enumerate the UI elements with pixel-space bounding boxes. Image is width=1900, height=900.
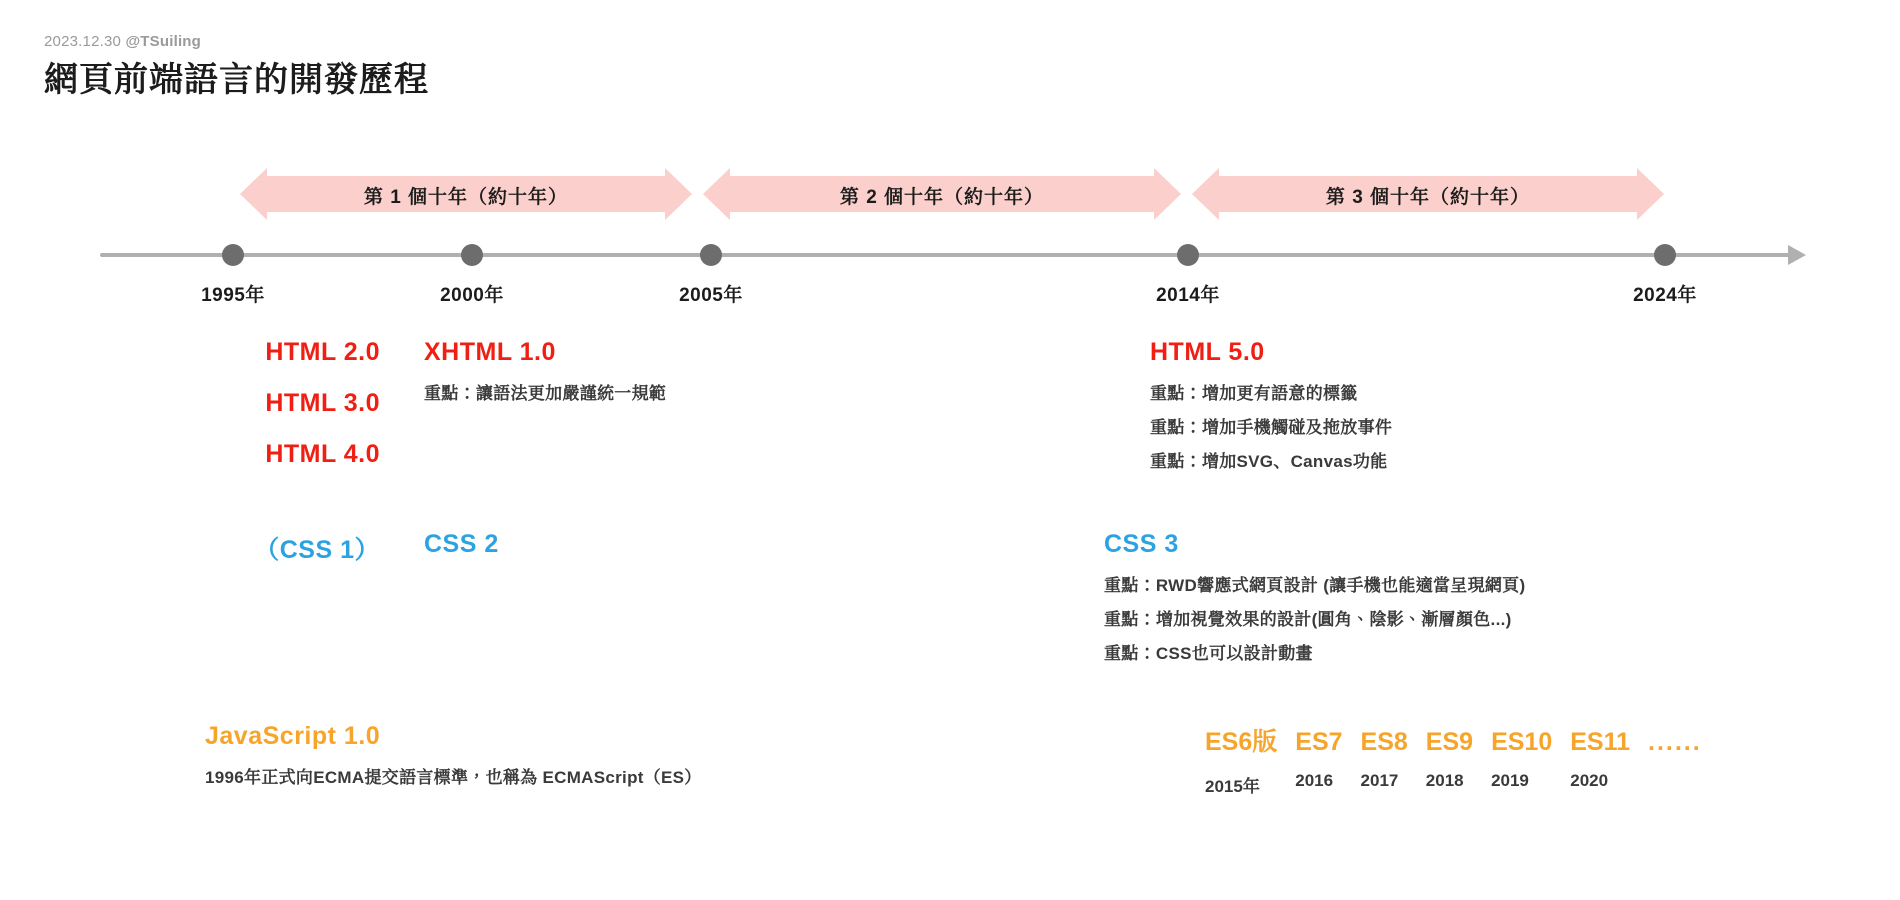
css3-note-3: 重點：CSS也可以設計動畫: [1104, 644, 1313, 663]
css3-note-2: 重點：增加視覺效果的設計(圓角、陰影、漸層顏色...): [1104, 610, 1512, 629]
decade-label: 第 1 個十年（約十年）: [363, 187, 569, 208]
es-version-name: ES10: [1491, 728, 1553, 756]
es-version-year: 2016: [1295, 771, 1334, 790]
timeline-node: [222, 244, 244, 266]
page-title: 網頁前端語言的開發歷程: [44, 61, 429, 99]
timeline-node-label: 2000年: [440, 285, 504, 306]
html-2-label: HTML 2.0: [265, 338, 380, 366]
es-more-label: ......: [1648, 728, 1702, 756]
xhtml-note: 重點：讓語法更加嚴謹統一規範: [424, 384, 667, 403]
es-version-item: [1295, 728, 1342, 791]
es-versions-row: [1205, 722, 1702, 797]
timeline-node: [1177, 244, 1199, 266]
timeline-node: [461, 244, 483, 266]
es-version-year: 2018: [1425, 771, 1464, 790]
es-version-item: [1426, 728, 1473, 791]
timeline-node-label: 1995年: [201, 285, 265, 306]
es-version-name: ES7: [1295, 728, 1343, 756]
timeline-axis: [100, 253, 1790, 257]
timeline-node: [700, 244, 722, 266]
es-version-name: ES11: [1570, 728, 1631, 756]
timeline-node-label: 2005年: [679, 285, 743, 306]
es-version-year: 2015年: [1205, 777, 1260, 796]
xhtml-title: XHTML 1.0: [424, 338, 556, 366]
byline-date: 2023.12.30: [44, 33, 122, 50]
html5-note-2: 重點：增加手機觸碰及拖放事件: [1150, 418, 1393, 437]
css3-block: [1104, 530, 1525, 664]
html-4-label: HTML 4.0: [265, 440, 380, 468]
html-3-label: HTML 3.0: [265, 389, 380, 417]
es-version-name: ES6版: [1205, 728, 1278, 756]
es-version-item: [1205, 722, 1277, 797]
es-version-year: 2020: [1570, 771, 1609, 790]
decade-label: 第 2 個十年（約十年）: [839, 187, 1045, 208]
javascript-block: [205, 722, 702, 788]
decade-bar-2: [703, 168, 1181, 220]
es-version-name: ES9: [1425, 728, 1474, 756]
axis-arrow-icon: [1788, 245, 1806, 265]
decade-bar-1: [240, 168, 692, 220]
es-version-item: [1361, 728, 1408, 791]
html5-note-3: 重點：增加SVG、Canvas功能: [1150, 452, 1388, 471]
html5-block: [1150, 338, 1392, 472]
css2-block: [424, 530, 499, 559]
timeline-node-label: 2024年: [1633, 285, 1697, 306]
css1-label: （CSS 1）: [254, 536, 380, 564]
html5-title: HTML 5.0: [1150, 338, 1265, 366]
css3-title: CSS 3: [1104, 530, 1179, 558]
xhtml-block: [424, 338, 666, 404]
css3-note-1: 重點：RWD響應式網頁設計 (讓手機也能適當呈現網頁): [1104, 576, 1526, 595]
css2-label: CSS 2: [424, 530, 499, 558]
es-version-item: [1570, 728, 1630, 791]
timeline-node: [1654, 244, 1676, 266]
decade-bar-3: [1192, 168, 1664, 220]
html-versions-early: [100, 338, 380, 491]
es-version-year: 2019: [1491, 771, 1529, 790]
html5-note-1: 重點：增加更有語意的標籤: [1150, 384, 1358, 403]
javascript-title: JavaScript 1.0: [205, 722, 381, 750]
es-version-year: 2017: [1360, 771, 1399, 790]
css1-block: [100, 530, 380, 588]
timeline-node-label: 2014年: [1156, 285, 1220, 306]
byline: [44, 33, 201, 50]
es-version-item: [1491, 728, 1552, 791]
byline-handle: @TSuiling: [125, 33, 202, 50]
es-version-name: ES8: [1360, 728, 1408, 756]
javascript-note: 1996年正式向ECMA提交語言標準，也稱為 ECMAScript（ES）: [205, 768, 702, 787]
decade-label: 第 3 個十年（約十年）: [1325, 187, 1531, 208]
